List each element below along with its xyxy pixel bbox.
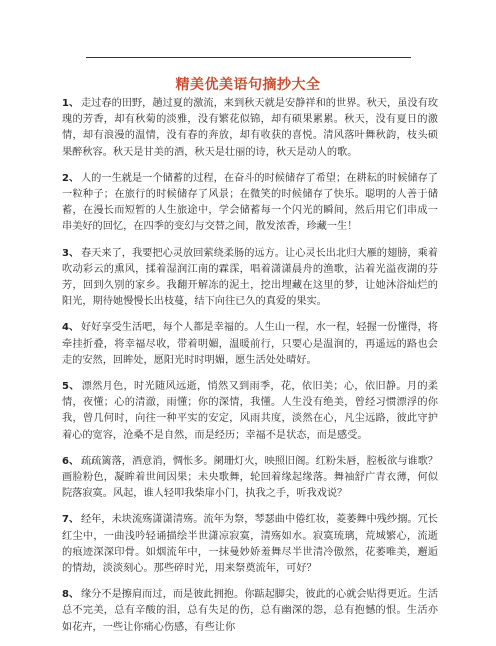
entry-number: 4、	[62, 322, 79, 334]
entry-number: 2、	[62, 172, 79, 184]
entries-list	[62, 96, 438, 646]
entry-number: 5、	[62, 381, 80, 393]
list-item	[62, 454, 438, 503]
document-title: 精美优美语句摘抄大全	[175, 77, 321, 93]
entry-text: 走过春的田野，趟过夏的激流，来到秋天就是安静祥和的世界。秋天，虽没有玫瑰的芳香，却有秋菊的淡雅，没有繁花似锦，却有硕果累累。秋天，没有夏日的激情，却有浪漫的温情，没有春的奔放，却有收获的喜悦。清风落叶舞秋韵，枝头硕果醉秋容。秋天是甘美的酒，秋天是壮丽的诗，秋天是动人的歌。	[62, 98, 438, 158]
entry-number: 3、	[62, 247, 79, 259]
list-item	[62, 96, 438, 161]
entry-text: 疏疏篱落，酒意消，惆怅多。阑珊灯火，映照旧阁。红粉朱唇，腔板欲与谁歌？画脸粉色，凝眸着世间因果；未央歌舞，轮回着缘起缘落。舞袖舒广青衣薄，何似院落寂寞。风起，谁人轻叩我柴扉小门，执我之手，听我戏说？	[62, 455, 438, 500]
header-rule	[86, 57, 411, 58]
list-item	[62, 587, 438, 636]
entry-text: 好好享受生活吧，每个人都是幸福的。人生山一程，水一程，轻握一份懂得，将牵挂折叠，将幸福尽收，带着明媚，温暖前行，只要心是温润的，再遥远的路也会走的安然，回眸处，愿阳光时时明媚，愿生活处处晴好。	[62, 322, 438, 366]
list-item	[62, 320, 438, 369]
list-item	[62, 512, 438, 577]
entry-text: 漂然月色，时光随风远逝，悄然又到雨季，花，依旧美；心，依旧静。月的柔情，夜懂；心的清澈，雨懂；你的深情，我懂。人生没有绝美，曾经习惯漂浮的你我，曾几何时，向往一种平实的安定，风雨共度，淡然在心，凡尘远路，彼此守护着心的宽容，沧桑不是自然，而是经历；幸福不是状态，而是感受。	[62, 381, 438, 441]
list-item	[62, 246, 438, 311]
entry-text: 人的一生就是一个储蓄的过程，在奋斗的时候储存了希望；在耕耘的时候储存了一粒种子；在旅行的时候储存了风景；在微笑的时候储存了快乐。聪明的人善于储蓄，在漫长而短暂的人生旅途中，学会储蓄每一个闪光的瞬间，然后用它们串成一串美好的回忆，在四季的变幻与交替之间，散发浓香，珍藏一生！	[62, 172, 438, 233]
list-item	[62, 171, 438, 236]
entry-number: 1、	[62, 98, 79, 109]
entry-text: 经年，未块流殇潇潇清殇。流年为祭，琴瑟曲中倦红妆，菱萎舞中残纱搦。冗长红尘中，一曲浅吟轻诵描绘半世潇凉寂寞，清殇如水。寂寞琉璃，荒城繁心，流逝的痕迹深深印骨。如烟流年中，一抹曼妙娇羞舞尽半世清冷傲然，花萎唯美，邂逅的情劫，淡淡刻心。那些碎时光，用来祭奠流年，可好？	[62, 514, 438, 575]
entry-text: 缘分不是擦肩而过，而是彼此拥抱。你踮起脚尖，彼此的心就会贴得更近。生活总不完美，总有辛酸的泪，总有失足的伤，总有幽深的怨，总有抱憾的恨。生活亦如花卉，一些让你痛心伤感，有些让你	[62, 589, 438, 633]
entry-text: 春天来了，我要把心灵放回萦绕柔肠的远方。让心灵长出北归大雁的翅膀，乘着吹动彩云的熏风，揉着湿润江南的霖霂，唱着潇潇晨舟的渔歌，沾着光溢夜湖的芬芳，回到久别的家乡。我翻开解冻的泥土，挖出埋藏在这里的梦，让她沐浴灿烂的阳光，期待她慢慢长出枝蔓，结下向往已久的真爱的果实。	[62, 247, 438, 308]
entry-number: 8、	[62, 589, 79, 601]
entry-number: 7、	[62, 514, 79, 526]
list-item	[62, 379, 438, 444]
entry-number: 6、	[62, 455, 79, 467]
